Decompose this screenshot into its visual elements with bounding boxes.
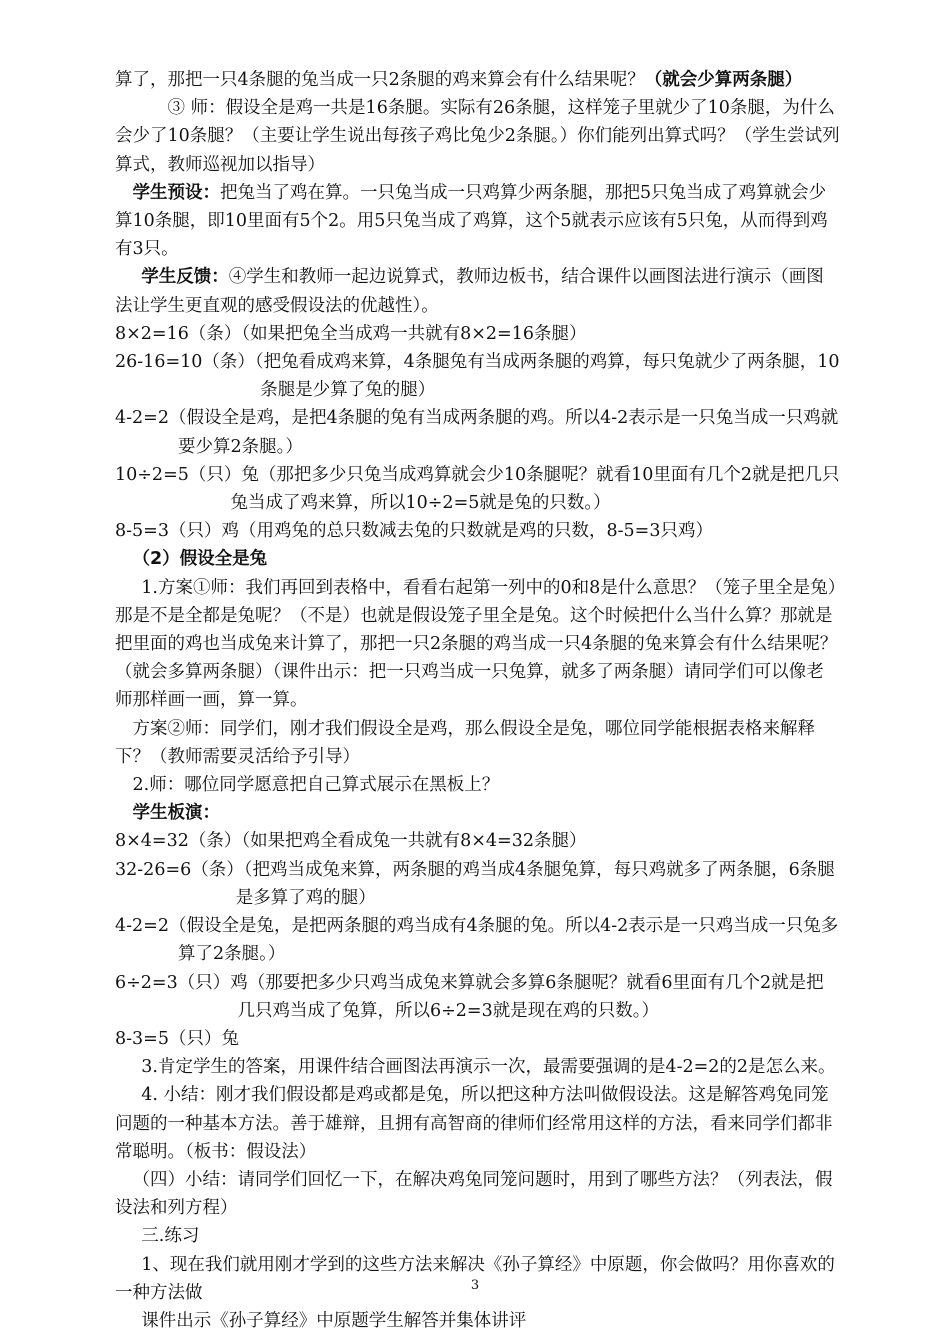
document-body — [115, 66, 840, 1335]
paragraph: （四）小结：请同学们回忆一下，在解决鸡兔同笼问题时，用到了哪些方法？（列表法，假设法和列方程） — [115, 1169, 833, 1219]
paragraph: 1.方案①师：我们再回到表格中，看看右起第一列中的0和8是什么意思？（笼子里全是兔）那是不是全都是兔呢？（不是）也就是假设笼子里全是兔。这个时候把什么当什么算？那就是把里面的鸡也当成兔来计算了，那把一只2条腿的鸡当成一只4条腿的兔来算会有什么结果呢？（就会多算两条腿）（课件出示：把一只鸡当成一只兔算，就多了两条腿）请同学们可以像老师那样画一画，算一算。 — [115, 577, 838, 711]
bold-label: 学生反馈： — [141, 267, 229, 288]
formula-line: 10÷2=5（只）兔（那把多少只兔当成鸡算就会少10条腿呢？就看10里面有几个2就是把几只兔当成了鸡来算，所以10÷2=5就是兔的只数。） — [115, 464, 840, 514]
paragraph — [115, 66, 840, 94]
paragraph: 2.师：哪位同学愿意把自己算式展示在黑板上？ — [132, 775, 500, 796]
paragraph: 1、现在我们就用刚才学到的这些方法来解决《孙子算经》中原题，你会做吗？用你喜欢的一种方法做 — [115, 1254, 835, 1303]
paragraph: 三.练习 — [141, 1226, 200, 1247]
section-heading: （2）假设全是兔 — [132, 549, 268, 570]
paragraph — [115, 179, 840, 264]
text: 把兔当了鸡在算。一只兔当成一只鸡算少两条腿，那把5只兔当成了鸡算就会少算10条腿，即10里面有5个2。用5只兔当成了鸡算，这个5就表示应该有5只兔，从而得到鸡有3只。 — [115, 182, 828, 260]
formula-line: 32-26=6（条）（把鸡当成兔来算，两条腿的鸡当成4条腿兔算，每只鸡就多了两条腿，6条腿是多算了鸡的腿） — [115, 859, 835, 908]
formula-line: 8-3=5（只）兔 — [115, 1028, 239, 1049]
paragraph: ③ 师：假设全是鸡一共是16条腿。实际有26条腿，这样笼子里就少了10条腿，为什么会少了10条腿？（主要让学生说出每孩子鸡比兔少2条腿。）你们能列出算式吗？（学生尝试列算式，教师巡视加以指导） — [115, 98, 840, 175]
formula-line: 8×4=32（条）（如果把鸡全看成兔一共就有8×4=32条腿） — [115, 831, 587, 852]
page-number: 3 — [470, 1278, 480, 1293]
formula-line: 26-16=10（条）（把兔看成鸡来算，4条腿兔有当成两条腿的鸡算，每只兔就少了两条腿，10条腿是少算了兔的腿） — [115, 352, 840, 401]
formula-line: 8×2=16（条）（如果把兔全当成鸡一共就有8×2=16条腿） — [115, 323, 587, 344]
text: 算了，那把一只4条腿的兔当成一只2条腿的鸡来算会有什么结果呢？ — [115, 70, 645, 90]
paragraph — [115, 263, 840, 319]
bold-label: 学生预设： — [132, 182, 220, 203]
paragraph: 3.肯定学生的答案，用课件结合画图法再演示一次，最需要强调的是4-2=2的2是怎么来。 — [141, 1057, 836, 1078]
paragraph: 方案②师：同学们，刚才我们假设全是鸡，那么假设全是兔，哪位同学能根据表格来解释下？（教师需要灵活给予引导） — [115, 718, 815, 767]
formula-line: 6÷2=3（只）鸡（那要把多少只鸡当成兔来算就会多算6条腿呢？就看6里面有几个2就是把几只鸡当成了兔算，所以6÷2=3就是现在鸡的只数。） — [115, 972, 824, 1021]
paragraph: 4. 小结：刚才我们假设都是鸡或都是兔，所以把这种方法叫做假设法。这是解答鸡兔同笼问题的一种基本方法。善于雄辩，且拥有高智商的律师们经常用这样的方法，看来同学们都非常聪明。（板书：假设法） — [115, 1085, 833, 1162]
formula-line: 4-2=2（假设全是兔，是把两条腿的鸡当成有4条腿的兔。所以4-2表示是一只鸡当成一只兔多算了2条腿。） — [115, 916, 839, 965]
text: ④学生和教师一起边说算式，教师边板书，结合课件以画图法进行演示（画图法让学生更直观的感受假设法的优越性）。 — [115, 267, 824, 316]
formula-line: 8-5=3（只）鸡（用鸡兔的总只数减去兔的只数就是鸡的只数，8-5=3只鸡） — [115, 521, 713, 542]
paragraph: 课件出示《孙子算经》中原题学生解答并集体讲评 — [141, 1310, 527, 1331]
bold-text: （就会少算两条腿） — [644, 70, 803, 90]
section-heading: 学生板演： — [132, 803, 220, 824]
formula-line: 4-2=2（假设全是鸡，是把4条腿的兔有当成两条腿的鸡。所以4-2表示是一只兔当成一只鸡就要少算2条腿。） — [115, 408, 839, 457]
